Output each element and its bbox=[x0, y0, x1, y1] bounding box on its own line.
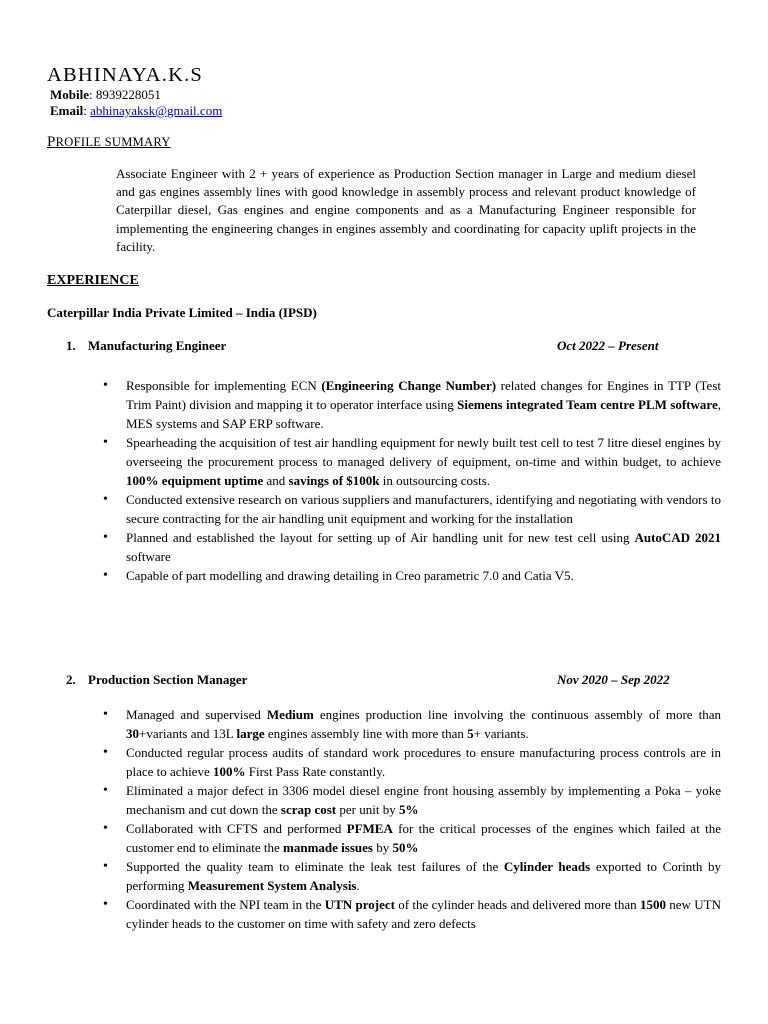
bullet-bold-text: savings of $100k bbox=[288, 473, 380, 488]
job-2-bullet-item bbox=[103, 705, 721, 743]
mobile-label: Mobile bbox=[50, 87, 89, 102]
job-2-bullet-item bbox=[103, 857, 721, 895]
bullet-text: in outsourcing costs. bbox=[379, 473, 491, 488]
bullet-text: Planned and established the layout for setting up of Air handling unit for new test cell using bbox=[126, 530, 635, 545]
bullet-text: Capable of part modelling and drawing detailing in Creo parametric 7.0 and Catia V5. bbox=[126, 568, 574, 583]
bullet-text: per unit by bbox=[336, 802, 399, 817]
profile-summary-heading bbox=[47, 133, 171, 152]
job-1-bullet-item bbox=[103, 528, 721, 566]
bullet-bold-text: Measurement System Analysis bbox=[187, 878, 357, 893]
experience-heading: EXPERIENCE bbox=[47, 273, 139, 288]
job-1-bullet-item bbox=[103, 376, 721, 433]
job-number-2: 2. bbox=[66, 672, 76, 687]
bullet-text: engines assembly line with more than bbox=[264, 726, 468, 741]
bullet-text: Collaborated with CFTS and performed bbox=[126, 821, 347, 836]
job-title-text-1: Manufacturing Engineer bbox=[88, 338, 227, 353]
bullet-text: + variants. bbox=[473, 726, 529, 741]
bullet-bold-text: 5% bbox=[398, 802, 419, 817]
bullet-text: engines production line involving the continuous assembly of more than bbox=[313, 707, 721, 722]
bullet-bold-text: (Engineering Change Number) bbox=[321, 378, 497, 393]
job-1-bullet-item bbox=[103, 433, 721, 490]
bullet-text: of the cylinder heads and delivered more than bbox=[394, 897, 640, 912]
job-dates-1: Oct 2022 – Present bbox=[557, 338, 659, 353]
job-2-bullet-item bbox=[103, 819, 721, 857]
bullet-text: exported to Corinth by performing bbox=[126, 859, 722, 893]
email-separator: : bbox=[83, 103, 91, 118]
bullet-text: Coordinated with the NPI team in the bbox=[126, 897, 325, 912]
bullet-text: Responsible for implementing ECN bbox=[126, 378, 322, 393]
bullet-text: Managed and supervised bbox=[126, 707, 267, 722]
bullet-bold-text: 5 bbox=[467, 726, 474, 741]
profile-summary-text: Associate Engineer with 2 + years of experience as Production Section manager in Large and medium diesel and gas engines assembly lines with good knowledge in assembly process and relevant product knowledge of Caterpillar diesel, Gas engines and engine components and as a Manufacturing Engineer responsible for implementing the engineering changes in engines assembly and coordinating for capacity uplift projects in the facility. bbox=[116, 166, 696, 254]
bullet-bold-text: large bbox=[236, 726, 265, 741]
email-link[interactable]: abhinayaksk@gmail.com bbox=[90, 103, 223, 118]
mobile-value: : 8939228051 bbox=[89, 87, 161, 102]
job-dates-2: Nov 2020 – Sep 2022 bbox=[557, 672, 670, 687]
bullet-text: new UTN cylinder heads to the customer on time with safety and zero defects bbox=[126, 897, 721, 931]
job-2-bullet-item bbox=[103, 781, 721, 819]
job-number-1: 1. bbox=[66, 338, 76, 353]
bullet-text: software bbox=[126, 549, 171, 564]
bullet-bold-text: 100% equipment uptime bbox=[126, 473, 264, 488]
job-2-bullet-item bbox=[103, 895, 721, 933]
bullet-bold-text: Medium bbox=[266, 707, 314, 722]
job-1-bullet-item bbox=[103, 490, 721, 528]
job-2-bullet-item bbox=[103, 743, 721, 781]
bullet-bold-text: 50% bbox=[392, 840, 419, 855]
mobile-line bbox=[50, 87, 161, 103]
job-1-bullet-list bbox=[103, 376, 721, 585]
bullet-text: related changes for Engines in TTP (Test Trim Paint) division and mapping it to operator interface using bbox=[126, 378, 722, 412]
bullet-text: +variants and 13L bbox=[139, 726, 237, 741]
bullet-text: First Pass Rate constantly. bbox=[245, 764, 386, 779]
job-title-text-2: Production Section Manager bbox=[88, 672, 248, 687]
bullet-bold-text: 1500 bbox=[639, 897, 666, 912]
profile-heading-initial: P bbox=[47, 134, 56, 150]
email-line bbox=[50, 103, 222, 119]
bullet-bold-text: Cylinder heads bbox=[503, 859, 591, 874]
bullet-bold-text: manmade issues bbox=[283, 840, 373, 855]
job-2-bullet-list bbox=[103, 705, 721, 933]
job-title-1 bbox=[66, 338, 226, 354]
bullet-text: Supported the quality team to eliminate the leak test failures of the bbox=[126, 859, 504, 874]
email-label: Email bbox=[50, 103, 84, 118]
bullet-text: Eliminated a major defect in 3306 model diesel engine front housing assembly by implementing a Poka – yoke mechanism and cut down the bbox=[126, 783, 721, 817]
job-1-bullet-item bbox=[103, 566, 721, 585]
job-title-2 bbox=[66, 672, 247, 688]
bullet-text: for the critical processes of the engines which failed at the customer end to eliminate the bbox=[126, 821, 721, 855]
bullet-text: Spearheading the acquisition of test air handling equipment for newly built test cell to test 7 litre diesel engines by overseeing the procurement process to managed delivery of equipment, on-time and within budget, to achieve bbox=[126, 435, 721, 469]
bullet-bold-text: PFMEA bbox=[346, 821, 393, 836]
bullet-text: Conducted regular process audits of standard work procedures to ensure manufacturing process controls are in place to achieve bbox=[126, 745, 721, 779]
bullet-text: Conducted extensive research on various suppliers and manufacturers, identifying and negotiating with vendors to secure contracting for the air handling unit equipment and working for the installation bbox=[126, 492, 721, 526]
bullet-bold-text: scrap cost bbox=[280, 802, 337, 817]
bullet-text: and bbox=[263, 473, 289, 488]
bullet-text: , MES systems and SAP ERP software. bbox=[126, 397, 721, 431]
bullet-bold-text: 30 bbox=[126, 726, 139, 741]
candidate-name: ABHINAYA.K.S bbox=[47, 64, 204, 86]
company-name: Caterpillar India Private Limited – India (IPSD) bbox=[47, 305, 317, 320]
bullet-bold-text: UTN project bbox=[324, 897, 395, 912]
profile-heading-rest: ROFILE SUMMARY bbox=[55, 135, 171, 149]
bullet-bold-text: 100% bbox=[212, 764, 246, 779]
bullet-text: by bbox=[372, 840, 393, 855]
bullet-bold-text: AutoCAD 2021 bbox=[634, 530, 721, 545]
bullet-text: . bbox=[356, 878, 360, 893]
bullet-bold-text: Siemens integrated Team centre PLM software bbox=[457, 397, 718, 412]
